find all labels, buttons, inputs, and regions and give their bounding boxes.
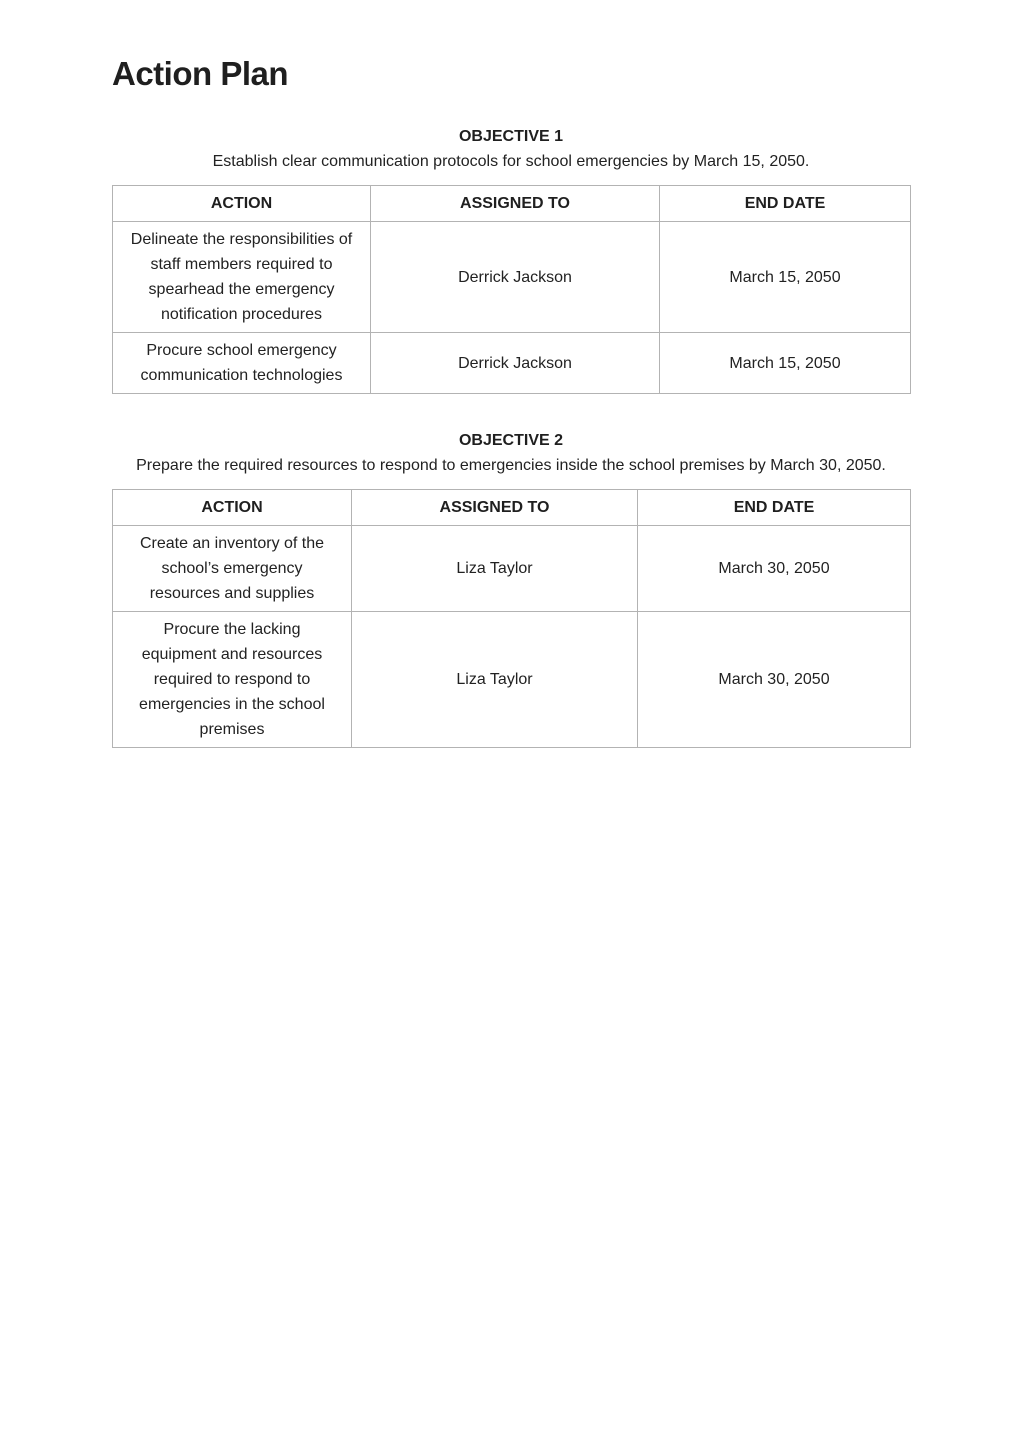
objective-section [112,429,910,748]
objective-description: Establish clear communication protocols for school emergencies by March 15, 2050. [212,153,810,170]
assigned-to-cell: Derrick Jackson [371,222,660,333]
objective-section [112,125,910,394]
action-table [112,185,911,394]
column-header-action: ACTION [113,490,352,526]
objective-description: Prepare the required resources to respond to emergencies inside the school premises by March 30, 2050. [136,457,886,474]
table-row [113,333,911,394]
table-header-row [113,186,911,222]
objective-heading: OBJECTIVE 2 [458,432,564,449]
objective-heading: OBJECTIVE 1 [458,128,564,145]
end-date-cell: March 15, 2050 [660,222,911,333]
action-cell: Procure the lacking equipment and resources required to respond to emergencies in the school premises [113,612,352,748]
column-header-end-date: END DATE [638,490,911,526]
column-header-assigned-to: ASSIGNED TO [371,186,660,222]
action-cell: Delineate the responsibilities of staff members required to spearhead the emergency notification procedures [113,222,371,333]
table-row [113,222,911,333]
table-row [113,612,911,748]
table-row [113,526,911,612]
end-date-cell: March 30, 2050 [638,612,911,748]
assigned-to-cell: Derrick Jackson [371,333,660,394]
column-header-assigned-to: ASSIGNED TO [352,490,638,526]
table-header-row [113,490,911,526]
page-title: Action Plan [112,55,289,92]
column-header-end-date: END DATE [660,186,911,222]
end-date-cell: March 30, 2050 [638,526,911,612]
column-header-action: ACTION [113,186,371,222]
assigned-to-cell: Liza Taylor [352,612,638,748]
action-cell: Create an inventory of the school’s emergency resources and supplies [113,526,352,612]
action-cell: Procure school emergency communication technologies [113,333,371,394]
end-date-cell: March 15, 2050 [660,333,911,394]
action-table [112,489,911,748]
assigned-to-cell: Liza Taylor [352,526,638,612]
